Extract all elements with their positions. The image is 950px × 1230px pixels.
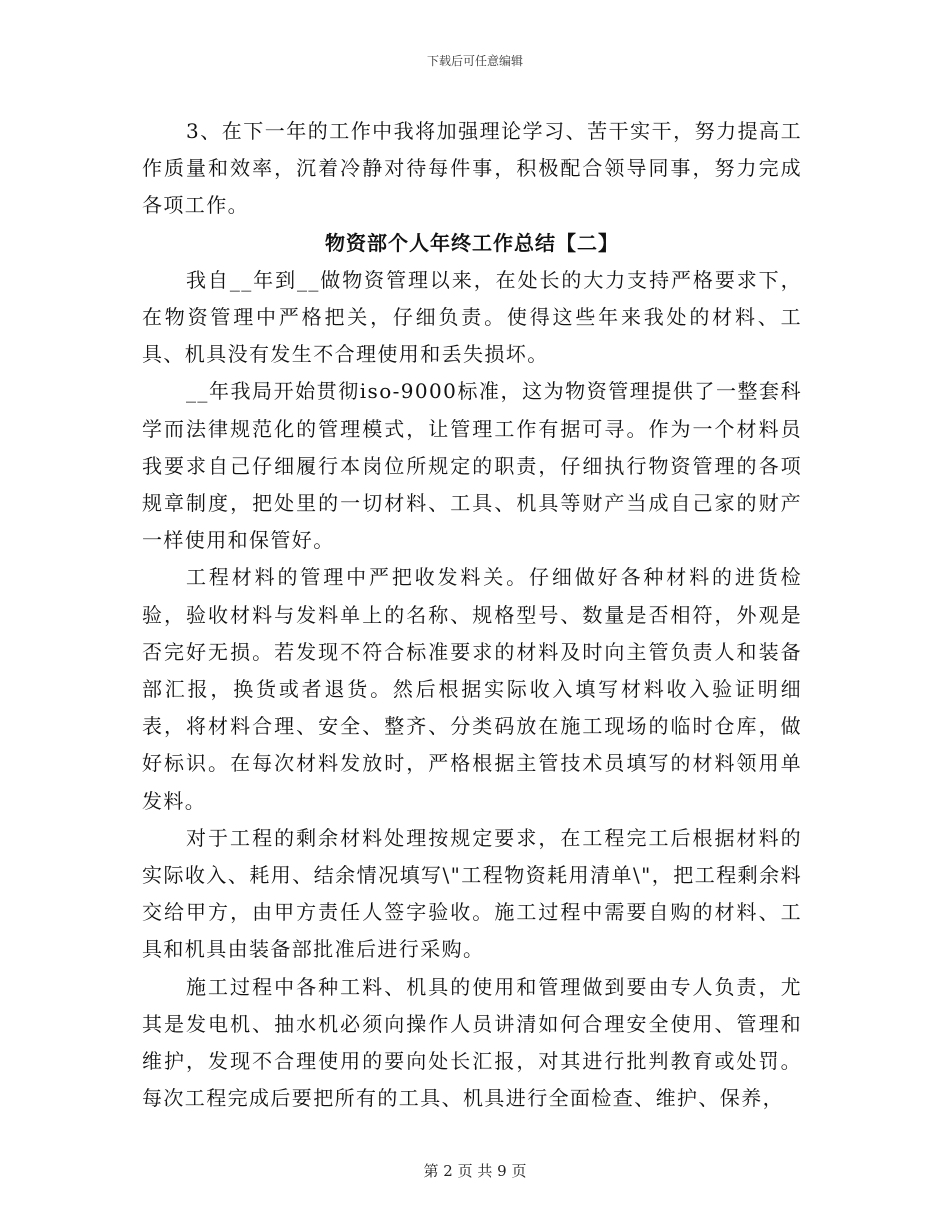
- paragraph-intro: 我自__年到__做物资管理以来，在处长的大力支持严格要求下，在物资管理中严格把关，仔细负责。使得这些年来我处的材料、工具、机具没有发生不合理使用和丢失损坏。: [142, 267, 802, 367]
- page-number: 第 2 页 共 9 页: [423, 1162, 527, 1180]
- section-title: 物资部个人年终工作总结【二】: [325, 230, 619, 255]
- paragraph-equipment-management: 施工过程中各种工料、机具的使用和管理做到要由专人负责，尤其是发电机、抽水机必须向操作人员讲清如何合理安全使用、管理和维护，发现不合理使用的要向处长汇报，对其进行批判教育或处罚。每次工程完成后要把所有的工具、机具进行全面检查、维护、保养，: [142, 974, 802, 1111]
- document-body: [142, 113, 802, 1117]
- paragraph-surplus-materials: 对于工程的剩余材料处理按规定要求，在工程完工后根据材料的实际收入、耗用、结余情况填写\"工程物资耗用清单\"，把工程剩余料交给甲方，由甲方责任人签字验收。施工过程中需要自购的材料、工具和机具由装备部批准后进行采购。: [142, 825, 802, 962]
- page-header: 下载后可任意编辑: [426, 54, 523, 68]
- paragraph-iso-standard: __年我局开始贯彻iso-9000标准，这为物资管理提供了一整套科学而法律规范化的管理模式，让管理工作有据可寻。作为一个材料员我要求自己仔细履行本岗位所规定的职责，仔细执行物资管理的各项规章制度，把处里的一切材料、工具、机具等财产当成自己家的财产一样使用和保管好。: [142, 379, 802, 553]
- paragraph-work-plan: 3、在下一年的工作中我将加强理论学习、苦干实干，努力提高工作质量和效率，沉着冷静对待每件事，积极配合领导同事，努力完成各项工作。: [142, 119, 802, 218]
- paragraph-material-inspection: 工程材料的管理中严把收发料关。仔细做好各种材料的进货检验，验收材料与发料单上的名称、规格型号、数量是否相符，外观是否完好无损。若发现不符合标准要求的材料及时向主管负责人和装备部汇报，换货或者退货。然后根据实际收入填写材料收入验证明细表，将材料合理、安全、整齐、分类码放在施工现场的临时仓库，做好标识。在每次材料发放时，严格根据主管技术员填写的材料领用单发料。: [142, 565, 802, 813]
